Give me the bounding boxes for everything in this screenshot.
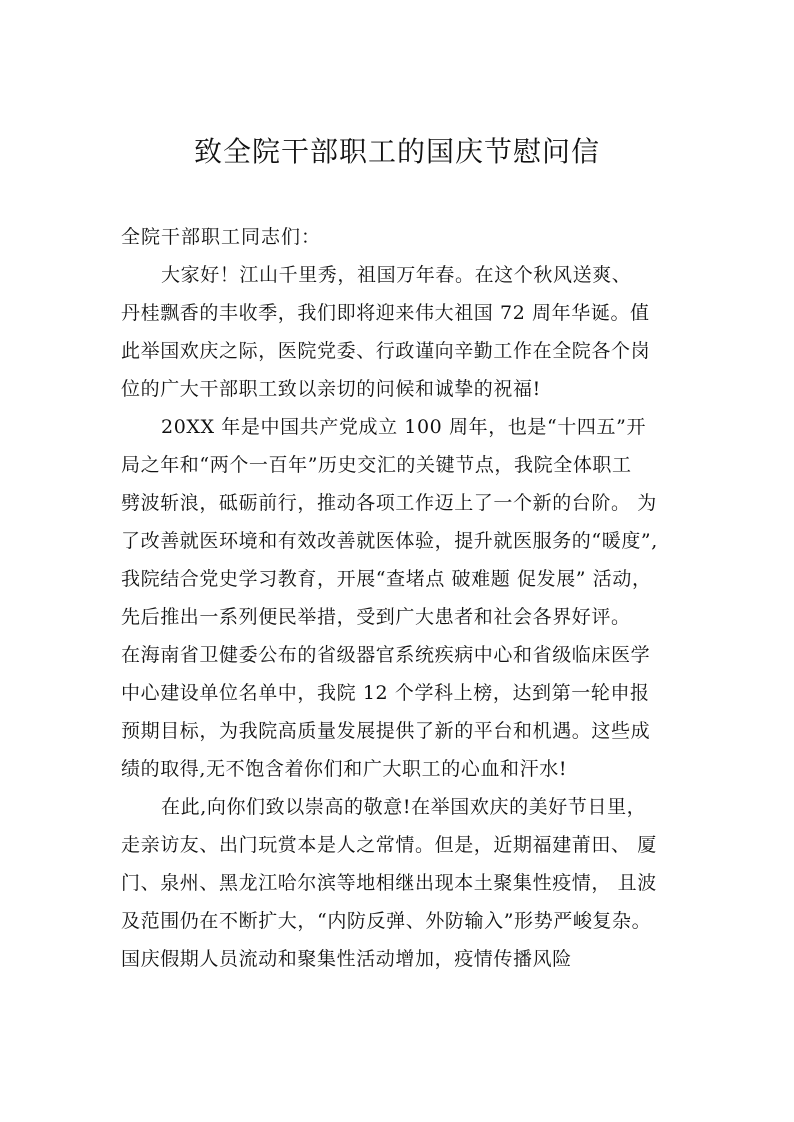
paragraph-line: 了改善就医环境和有效改善就医体验，提升就医服务的“暖度”,	[121, 530, 658, 552]
paragraph-line: 中心建设单位名单中，我院 12 个学科上榜，达到第一轮申报	[121, 682, 650, 704]
paragraph-line: 我院结合党史学习教育，开展“查堵点 破难题 促发展” 活动，	[121, 568, 652, 590]
paragraph-line: 门、泉州、黑龙江哈尔滨等地相继出现本土聚集性疫情， 且波	[121, 872, 657, 894]
paragraph-line: 劈波斩浪，砥砺前行，推动各项工作迈上了一个新的台阶。 为	[121, 492, 657, 514]
paragraph-line: 位的广大干部职工致以亲切的问候和诚挚的祝福!	[121, 378, 541, 400]
paragraph-line: 绩的取得,无不饱含着你们和广大职工的心血和汗水!	[121, 758, 568, 780]
paragraph-line: 在海南省卫健委公布的省级器官系统疾病中心和省级临床医学	[121, 644, 651, 666]
paragraph-line: 此举国欢庆之际，医院党委、行政谨向辛勤工作在全院各个岗	[121, 340, 651, 362]
paragraph-line: 先后推出一系列便民举措，受到广大患者和社会各界好评。	[121, 606, 631, 628]
paragraph-line: 预期目标，为我院高质量发展提供了新的平台和机遇。这些成	[121, 720, 651, 742]
paragraph-line: 走亲访友、出门玩赏本是人之常情。但是，近期福建莆田、 厦	[121, 834, 657, 856]
paragraph-line: 大家好！江山千里秀，祖国万年春。在这个秋风送爽、	[161, 264, 632, 286]
paragraph-line: 20XX 年是中国共产党成立 100 周年，也是“十四五”开	[161, 416, 647, 438]
paragraph-line: 局之年和“两个一百年”历史交汇的关键节点，我院全体职工	[121, 454, 632, 476]
letter-title: 致全院干部职工的国庆节慰问信	[193, 135, 600, 168]
letter-salutation: 全院干部职工同志们：	[121, 226, 322, 248]
paragraph-line: 丹桂飘香的丰收季，我们即将迎来伟大祖国 72 周年华诞。值	[121, 302, 650, 324]
paragraph-line: 在此,向你们致以崇高的敬意!在举国欢庆的美好节日里，	[161, 796, 647, 818]
paragraph-line: 及范围仍在不断扩大，“内防反弹、外防输入”形势严峻复杂。	[121, 910, 652, 932]
paragraph-line: 国庆假期人员流动和聚集性活动增加，疫情传播风险	[121, 948, 572, 970]
